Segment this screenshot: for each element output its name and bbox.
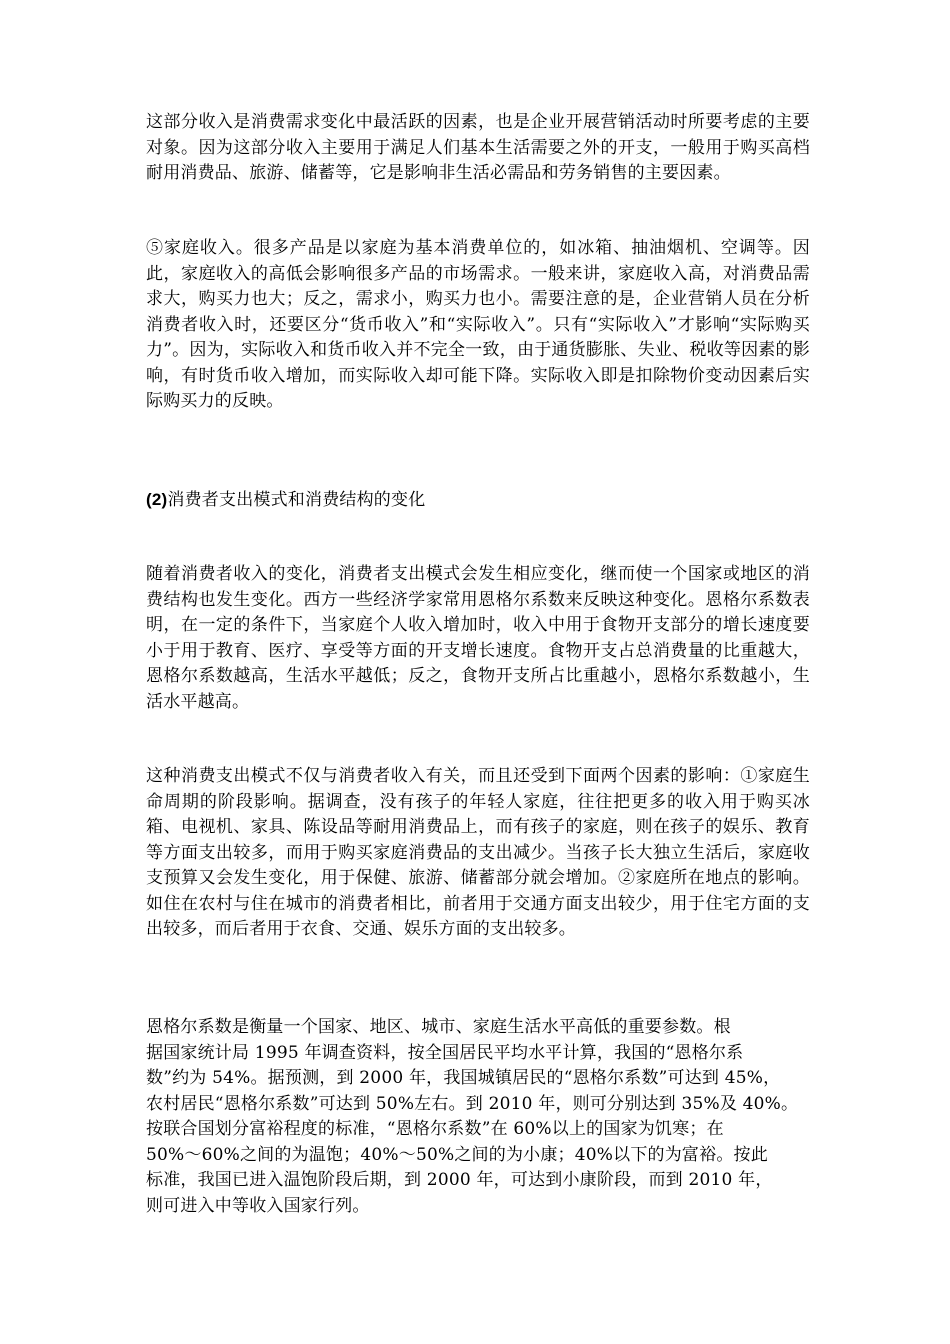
text-line: 按联合国划分富裕程度的标准，“恩格尔系数”在 60%以上的国家为饥寒；在: [146, 1119, 724, 1139]
text-line: 则可进入中等收入国家行列。: [146, 1195, 370, 1216]
paragraph-engel-coefficient: 随着消费者收入的变化，消费者支出模式会发生相应变化，继而使一个国家或地区的消费结构也发生变化。西方一些经济学家常用恩格尔系数来反映这种变化。恩格尔系数表明，在一定的条件下，当家庭个人收入增加时，收入中用于食物开支部分的增长速度要小于用于教育、医疗、享受等方面的开支增长速度。食物开支占总消费量的比重越大，恩格尔系数越高，生活水平越低；反之，食物开支所占比重越小，恩格尔系数越小，生活水平越高。: [146, 564, 810, 712]
section-heading: [146, 487, 425, 514]
paragraph-engel-statistics: [146, 1015, 798, 1219]
section-heading-text: 消费者支出模式和消费结构的变化: [167, 490, 426, 510]
paragraph-income-factor: 这部分收入是消费需求变化中最活跃的因素，也是企业开展营销活动时所要考虑的主要对象。因为这部分收入主要用于满足人们基本生活需要之外的开支，一般用于购买高档耐用消费品、旅游、储蓄等，它是影响非生活必需品和劳务销售的主要因素。: [146, 112, 810, 183]
text-line: 农村居民“恩格尔系数”可达到 50%左右。到 2010 年，则可分别达到 35%及 40%。: [146, 1093, 799, 1114]
paragraph-family-income: ⑤家庭收入。很多产品是以家庭为基本消费单位的，如冰箱、抽油烟机、空调等。因此，家庭收入的高低会影响很多产品的市场需求。一般来讲，家庭收入高，对消费品需求大，购买力也大；反之，需求小，购买力也小。需要注意的是，企业营销人员在分析消费者收入时，还要区分“货币收入”和“实际收入”。只有“实际收入”才影响“实际购买力”。因为，实际收入和货币收入并不完全一致，由于通货膨胀、失业、税收等因素的影响，有时货币收入增加，而实际收入却可能下降。实际收入即是扣除物价变动因素后实际购买力的反映。: [146, 238, 810, 411]
paragraph-spending-factors: 这种消费支出模式不仅与消费者收入有关，而且还受到下面两个因素的影响：①家庭生命周期的阶段影响。据调查，没有孩子的年轻人家庭，往往把更多的收入用于购买冰箱、电视机、家具、陈设品等耐用消费品上，而有孩子的家庭，则在孩子的娱乐、教育等方面支出较多，而用于购买家庭消费品的支出减少。当孩子长大独立生活后，家庭收支预算又会发生变化，用于保健、旅游、储蓄部分就会增加。②家庭所在地点的影响。如住在农村与住在城市的消费者相比，前者用于交通方面支出较少，用于住宅方面的支出较多，而后者用于衣食、交通、娱乐方面的支出较多。: [146, 766, 810, 939]
text-line: 标准，我国已进入温饱阶段后期，到 2000 年，可达到小康阶段，而到 2010 年，: [146, 1170, 773, 1190]
text-line: 50%～60%之间的为温饱；40%～50%之间的为小康；40%以下的为富裕。按此: [146, 1144, 768, 1165]
text-line: 恩格尔系数是衡量一个国家、地区、城市、家庭生活水平高低的重要参数。根: [146, 1017, 731, 1037]
section-heading-number: (2): [146, 490, 168, 509]
text-line: 数”约为 54%。据预测，到 2000 年，我国城镇居民的“恩格尔系数”可达到 45%，: [146, 1068, 781, 1088]
text-line: 据国家统计局 1995 年调查资料，按全国居民平均水平计算，我国的“恩格尔系: [146, 1042, 744, 1063]
